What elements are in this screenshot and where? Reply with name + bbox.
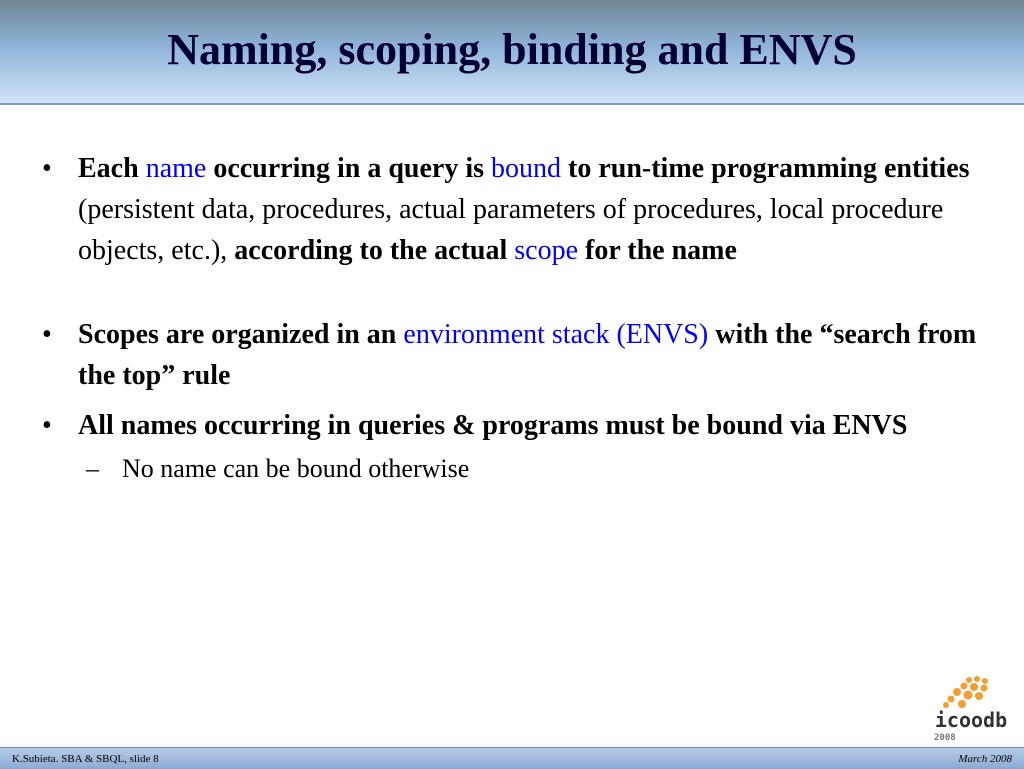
- logo-dot: [982, 678, 988, 684]
- logo-dot: [961, 683, 968, 690]
- footer-bar: [0, 747, 1024, 769]
- highlight-term: environment stack (ENVS): [403, 319, 709, 350]
- bullet-binding: [40, 148, 1005, 271]
- logo-dot: [964, 691, 973, 700]
- logo-dot: [981, 685, 988, 692]
- highlight-term: name: [145, 153, 207, 184]
- sub-bullet-marker: –: [86, 454, 99, 483]
- logo-dot: [958, 700, 966, 708]
- bullet-scopes: [40, 314, 1005, 396]
- bullet-text: Scopes are organized in an: [78, 319, 404, 350]
- logo-dot: [953, 688, 961, 696]
- sub-bullet-text: No name can be bound otherwise: [122, 454, 470, 483]
- bullet-text: occurring in a query is: [206, 153, 491, 184]
- logo-year: 2008: [934, 733, 956, 743]
- bullet-all-names: [40, 405, 1005, 446]
- footer-date: March 2008: [958, 753, 1012, 765]
- bullet-text: All names occurring in queries & programs must be bound via ENVS: [78, 410, 908, 441]
- slide-content: [40, 148, 1005, 488]
- logo-dot: [948, 696, 955, 703]
- title-bar: [0, 0, 1024, 105]
- slide-title: Naming, scoping, binding and ENVS: [167, 25, 857, 74]
- bullet-text: (persistent data, procedures, actual parameters of procedures, local procedure objects, etc.),: [78, 194, 944, 266]
- bullet-marker: •: [42, 410, 52, 441]
- bullet-text: for the name: [578, 235, 737, 266]
- bullet-text: Each: [78, 153, 146, 184]
- icoodb-logo: [926, 674, 1016, 744]
- highlight-term: bound: [491, 153, 561, 184]
- logo-dots: [943, 676, 988, 708]
- logo-dot: [975, 692, 983, 700]
- sub-bullet-no-other-binding: [86, 450, 1005, 488]
- bullet-text: with the “search from the top” rule: [78, 319, 977, 391]
- bullet-text: to run-time programming entities: [561, 153, 970, 184]
- logo-dot: [974, 676, 980, 682]
- logo-dot: [970, 683, 978, 691]
- highlight-term: scope: [514, 235, 579, 266]
- bullet-marker: •: [42, 319, 52, 350]
- bullet-text: according to the actual: [234, 235, 515, 266]
- logo-dot: [966, 677, 972, 683]
- bullet-marker: •: [42, 153, 52, 184]
- logo-text: icoodb: [934, 708, 1008, 732]
- footer-slide-info: K.Subieta. SBA & SBQL, slide 8: [12, 753, 159, 765]
